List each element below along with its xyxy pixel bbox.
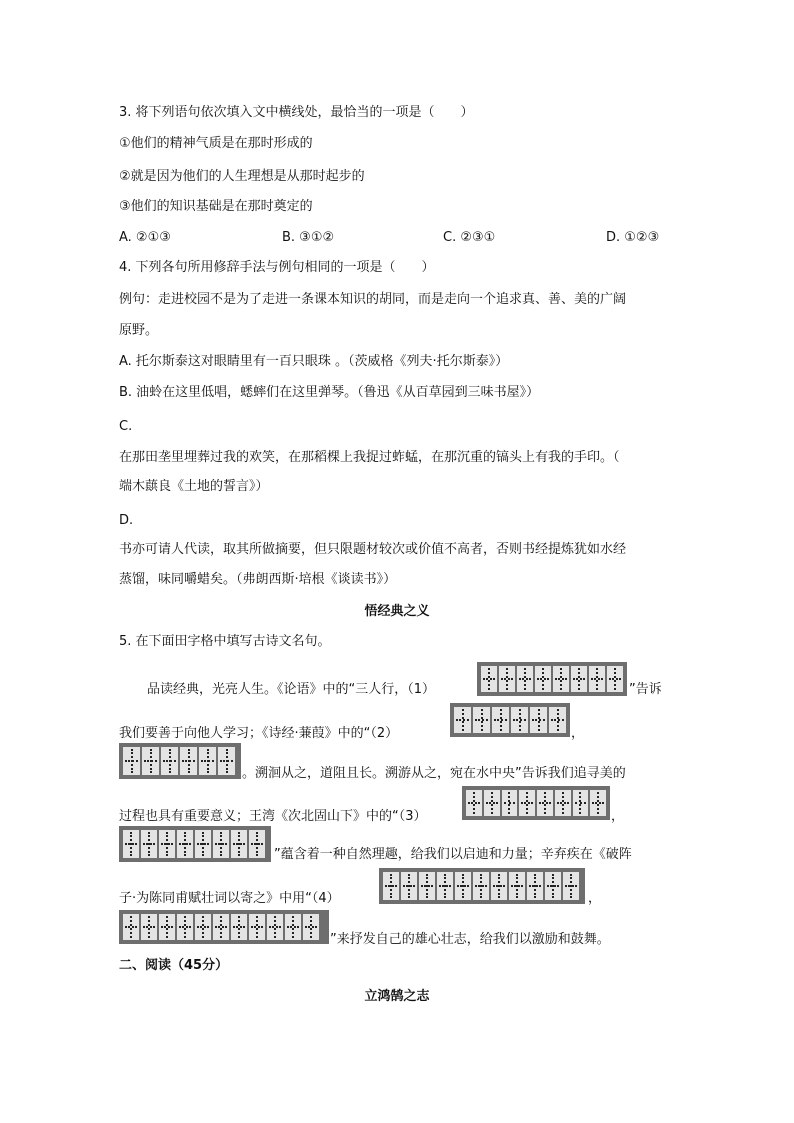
q3-item-1: ①他们的精神气质是在那时形成的 — [119, 136, 313, 151]
q4-option-b[interactable]: B. 油蛉在这里低唱，蟋蟀们在这里弹琴。（鲁迅《从百草园到三味书屋》） — [119, 385, 540, 400]
q3-option-a[interactable]: A. ②①③ — [119, 230, 171, 245]
answer-grid-4b[interactable] — [119, 910, 329, 944]
grid-cell[interactable] — [419, 872, 435, 900]
q4-option-c-label[interactable]: C. — [119, 419, 133, 434]
q5-text-6a: 子·为陈同甫赋壮词以寄之》中用“（4） — [119, 891, 340, 906]
grid-cell[interactable] — [213, 914, 229, 940]
section-heading-wujingdian: 悟经典之义 — [364, 604, 430, 619]
grid-cell[interactable] — [231, 830, 247, 858]
grid-cell[interactable] — [511, 707, 528, 733]
grid-cell[interactable] — [473, 707, 490, 733]
q5-text-1b: ”告诉 — [629, 682, 662, 697]
grid-cell[interactable] — [549, 707, 566, 733]
q5-text-2b: ， — [571, 726, 585, 741]
q5-text-5b: ”蕴含着一种自然理趣，给我们以启迪和力量；辛弃疾在《破阵 — [274, 847, 632, 862]
q5-text-4a: 过程也具有重要意义；王湾《次北固山下》中的“（3） — [119, 809, 427, 824]
q4-option-d-line1: 书亦可请人代读，取其所做摘要，但只限题材较次或价值不高者，否则书经提炼犹如水经 — [119, 542, 627, 557]
answer-grid-1a[interactable] — [477, 662, 627, 696]
grid-cell[interactable] — [123, 747, 140, 775]
grid-cell[interactable] — [180, 747, 197, 775]
grid-cell[interactable] — [553, 666, 569, 692]
grid-cell[interactable] — [473, 872, 489, 900]
q5-stem: 5. 在下面田字格中填写古诗文名句。 — [119, 634, 331, 649]
grid-cell[interactable] — [401, 872, 417, 900]
grid-cell[interactable] — [509, 872, 525, 900]
q4-option-c-line1: 在那田垄里埋葬过我的欢笑，在那稻棵上我捉过蚱蜢，在那沉重的镐头上有我的手印。（ — [119, 450, 620, 465]
grid-cell[interactable] — [590, 790, 606, 816]
grid-cell[interactable] — [231, 914, 247, 940]
q4-option-d-label[interactable]: D. — [119, 513, 134, 528]
grid-cell[interactable] — [545, 872, 561, 900]
answer-grid-3a[interactable] — [462, 786, 610, 820]
grid-cell[interactable] — [267, 914, 283, 940]
q4-option-d-line2: 蒸馏，味同嚼蜡矣。（弗朗西斯·培根《谈读书》） — [119, 572, 397, 587]
q3-item-3: ③他们的知识基础是在那时奠定的 — [119, 199, 313, 214]
grid-cell[interactable] — [177, 830, 193, 858]
grid-cell[interactable] — [159, 830, 175, 858]
q4-example-line2: 原野。 — [119, 323, 159, 338]
q5-text-3b: 。溯洄从之，道阻且长。溯游从之，宛在水中央”告诉我们追寻美的 — [242, 766, 626, 781]
section-heading-reading: 二、阅读（45分） — [119, 958, 229, 973]
q5-text-6b: ， — [588, 891, 602, 906]
answer-grid-4a[interactable] — [379, 868, 585, 904]
grid-cell[interactable] — [519, 790, 535, 816]
grid-cell[interactable] — [213, 830, 229, 858]
grid-cell[interactable] — [195, 830, 211, 858]
q5-text-4b: ， — [611, 809, 625, 824]
grid-cell[interactable] — [563, 872, 579, 900]
grid-cell[interactable] — [607, 666, 623, 692]
answer-grid-3b[interactable] — [119, 826, 271, 862]
grid-cell[interactable] — [555, 790, 571, 816]
grid-cell[interactable] — [142, 747, 159, 775]
q3-item-2: ②就是因为他们的人生理想是从那时起步的 — [119, 169, 365, 184]
q5-text-7b: ”来抒发自己的雄心壮志，给我们以激励和鼓舞。 — [330, 932, 610, 947]
grid-cell[interactable] — [177, 914, 193, 940]
q3-stem: 3. 将下列语句依次填入文中横线处，最恰当的一项是（ ） — [119, 105, 474, 120]
grid-cell[interactable] — [123, 914, 139, 940]
grid-cell[interactable] — [455, 872, 471, 900]
q5-text-1a: 品读经典，光亮人生。《论语》中的“三人行，（1） — [147, 682, 436, 697]
grid-cell[interactable] — [141, 914, 157, 940]
grid-cell[interactable] — [571, 666, 587, 692]
q5-text-2a: 我们要善于向他人学习；《诗经·蒹葭》中的“（2） — [119, 726, 399, 741]
grid-cell[interactable] — [484, 790, 500, 816]
q3-option-b[interactable]: B. ③①② — [282, 230, 335, 245]
grid-cell[interactable] — [537, 790, 553, 816]
grid-cell[interactable] — [481, 666, 497, 692]
grid-cell[interactable] — [249, 830, 265, 858]
grid-cell[interactable] — [199, 747, 216, 775]
grid-cell[interactable] — [454, 707, 471, 733]
grid-cell[interactable] — [141, 830, 157, 858]
grid-cell[interactable] — [530, 707, 547, 733]
q4-option-c-line2: 端木蕻良《土地的誓言》） — [119, 479, 269, 494]
q3-option-d[interactable]: D. ①②③ — [606, 230, 660, 245]
q3-option-c[interactable]: C. ②③① — [443, 230, 496, 245]
section-heading-lihonghu: 立鸿鹄之志 — [364, 989, 430, 1004]
answer-grid-2a[interactable] — [450, 703, 570, 737]
answer-grid-2b[interactable] — [119, 743, 241, 779]
grid-cell[interactable] — [535, 666, 551, 692]
grid-cell[interactable] — [492, 707, 509, 733]
grid-cell[interactable] — [589, 666, 605, 692]
grid-cell[interactable] — [218, 747, 235, 775]
grid-cell[interactable] — [499, 666, 515, 692]
grid-cell[interactable] — [502, 790, 518, 816]
grid-cell[interactable] — [123, 830, 139, 858]
grid-cell[interactable] — [249, 914, 265, 940]
grid-cell[interactable] — [466, 790, 482, 816]
grid-cell[interactable] — [285, 914, 301, 940]
q4-example-line1: 例句：走进校园不是为了走进一条课本知识的胡同，而是走向一个追求真、善、美的广阔 — [119, 292, 627, 307]
grid-cell[interactable] — [383, 872, 399, 900]
grid-cell[interactable] — [159, 914, 175, 940]
grid-cell[interactable] — [573, 790, 589, 816]
grid-cell[interactable] — [517, 666, 533, 692]
grid-cell[interactable] — [491, 872, 507, 900]
grid-cell[interactable] — [437, 872, 453, 900]
grid-cell[interactable] — [161, 747, 178, 775]
q4-stem: 4. 下列各句所用修辞手法与例句相同的一项是（ ） — [119, 260, 435, 275]
q4-option-a[interactable]: A. 托尔斯泰这对眼睛里有一百只眼珠 。（茨威格《列夫·托尔斯泰》） — [119, 354, 509, 369]
grid-cell[interactable] — [303, 914, 319, 940]
grid-cell[interactable] — [527, 872, 543, 900]
grid-cell[interactable] — [195, 914, 211, 940]
